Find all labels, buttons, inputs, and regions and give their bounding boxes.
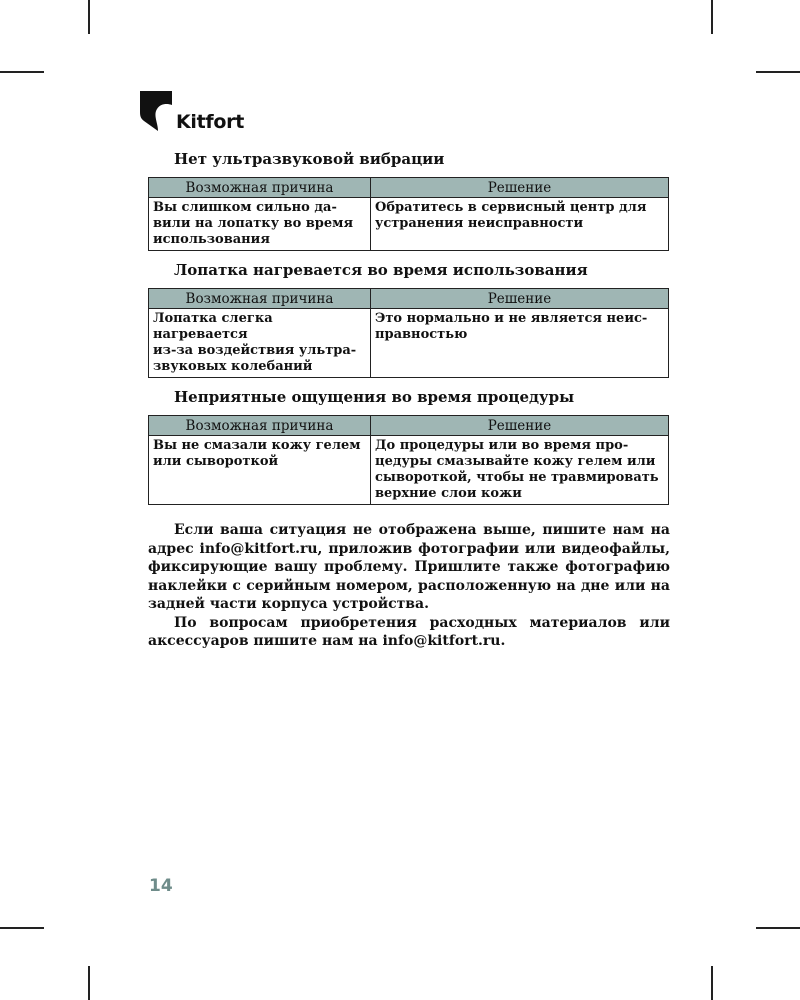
kitfort-logo-mark-icon	[140, 91, 174, 131]
solution-cell: Обратитесь в сервисный центр для устранения неисправности	[371, 198, 669, 251]
section-title: Лопатка нагревается во время использования	[174, 261, 588, 279]
header-cause: Возможная причина	[149, 416, 371, 436]
cause-cell: Лопатка слегка нагревается из-за воздействия ультра- звуковых колебаний	[149, 309, 371, 378]
crop-mark	[0, 71, 44, 73]
crop-mark	[88, 0, 90, 34]
crop-mark	[711, 0, 713, 34]
header-cause: Возможная причина	[149, 289, 371, 309]
crop-mark	[756, 927, 800, 929]
troubleshooting-table	[148, 415, 669, 505]
solution-cell: Это нормально и не является неис- правностью	[371, 309, 669, 378]
crop-mark	[0, 927, 44, 929]
accessories-paragraph: По вопросам приобретения расходных материалов или аксессуаров пишите нам на info@kitfort.ru.	[148, 614, 670, 649]
troubleshooting-table	[148, 288, 669, 378]
crop-mark	[756, 71, 800, 73]
table-row	[149, 436, 669, 505]
troubleshooting-table	[148, 177, 669, 251]
contact-paragraph: Если ваша ситуация не отображена выше, пишите нам на адрес info@kitfort.ru, приложив фотографии или видеофайлы, фиксирующие вашу проблему. Пришлите также фотографию наклейки с серийным номером, расположенную на дне или на задней части корпуса устройства.	[148, 522, 670, 612]
crop-mark	[88, 966, 90, 1000]
header-solution: Решение	[371, 416, 669, 436]
header-cause: Возможная причина	[149, 178, 371, 198]
table-row	[149, 309, 669, 378]
page-number: 14	[149, 876, 173, 896]
crop-mark	[711, 966, 713, 1000]
section-title: Неприятные ощущения во время процедуры	[174, 388, 575, 406]
header-solution: Решение	[371, 289, 669, 309]
table-header-row	[149, 178, 669, 198]
table-header-row	[149, 416, 669, 436]
table-header-row	[149, 289, 669, 309]
brand-logo	[140, 91, 244, 131]
section-title: Нет ультразвуковой вибрации	[174, 150, 445, 168]
cause-cell: Вы не смазали кожу гелем или сывороткой	[149, 436, 371, 505]
solution-cell: До процедуры или во время про- цедуры смазывайте кожу гелем или сывороткой, чтобы не травмировать верхние слои кожи	[371, 436, 669, 505]
cause-cell: Вы слишком сильно да- вили на лопатку во время использования	[149, 198, 371, 251]
header-solution: Решение	[371, 178, 669, 198]
troubleshooting-content	[148, 150, 670, 651]
table-row	[149, 198, 669, 251]
brand-name: Kitfort	[176, 111, 244, 133]
